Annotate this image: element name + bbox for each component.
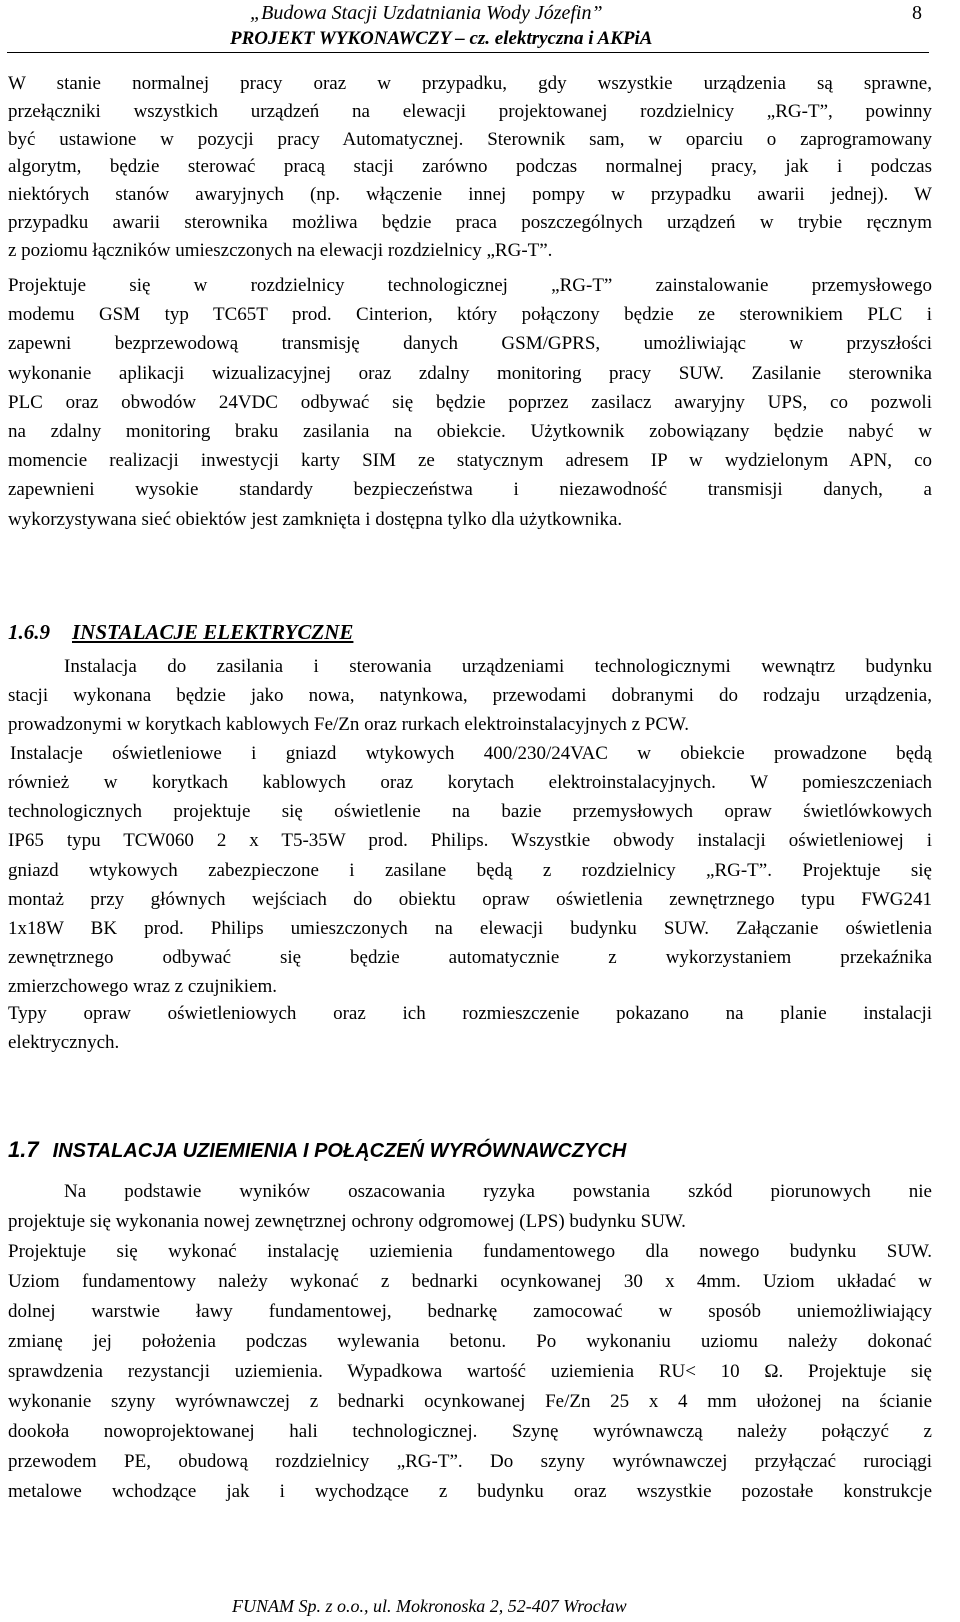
text-line: stacji wykonana będzie jako nowa, natynkowa, przewodami dobranymi do rodzaju urządzenia,	[8, 685, 932, 706]
text-line: gniazd wtykowych zabezpieczone i zasilane będą z rozdzielnicy „RG-T”. Projektuje się	[8, 859, 932, 881]
paragraph-installation-first-line	[64, 652, 932, 681]
text-line: dolnej warstwie ławy fundamentowej, bednarkę zamocować w sposób uniemożliwiający	[8, 1301, 932, 1322]
paragraph-automatic-mode	[8, 70, 932, 265]
page-header	[0, 2, 960, 52]
text-line: Projektuje się wykonać instalację uziemienia fundamentowego dla nowego budynku SUW.	[8, 1241, 932, 1262]
text-line: prowadzonymi w korytkach kablowych Fe/Zn oraz rurkach elektroinstalacyjnych z PCW.	[8, 714, 689, 736]
text-line: IP65 typu TCW060 2 x T5-35W prod. Philips. Wszystkie obwody instalacji oświetleniowej i	[8, 830, 932, 852]
text-line: zmierzchowego wraz z czujnikiem.	[8, 976, 278, 998]
text-line: PLC oraz obwodów 24VDC odbywać się będzie poprzez zasilacz awaryjny UPS, co pozwoli	[8, 391, 932, 413]
text-line: Uziom fundamentowy należy wykonać z bednarki ocynkowanej 30 x 4mm. Uziom układać w	[8, 1271, 932, 1292]
page-footer: FUNAM Sp. z o.o., ul. Mokronoska 2, 52-407 Wrocław	[232, 1596, 627, 1616]
text-line: Projektuje się w rozdzielnicy technologicznej „RG-T” zainstalowanie przemysłowego	[8, 275, 932, 296]
section-heading-1-6-9	[8, 620, 353, 645]
text-line: niektórych stanów awaryjnych (np. włączenie innej pompy w przypadku awarii jednej). W	[8, 184, 932, 206]
text-line: Instalacja do zasilania i sterowania urządzeniami technologicznymi wewnątrz budynku	[64, 656, 932, 677]
text-line: technologicznych projektuje się oświetlenie na bazie przemysłowych opraw świetlówkowych	[8, 801, 932, 823]
text-line: modemu GSM typ TC65T prod. Cinterion, który połączony będzie ze sterownikiem PLC i	[8, 304, 932, 326]
paragraph-lighting-first-line	[10, 739, 932, 768]
text-line: elektrycznych.	[8, 1032, 120, 1054]
text-line: również w korytkach kablowych oraz korytach elektroinstalacyjnych. W pomieszczeniach	[8, 772, 932, 793]
paragraph-gsm-modem	[8, 271, 932, 534]
text-line: być ustawione w pozycji pracy Automatycznej. Sterownik sam, w oparciu o zaprogramowany	[8, 128, 932, 150]
text-line: przewodem PE, obudową rozdzielnicy „RG-T”. Do szyny wyrównawczej przyłączać rurociągi	[8, 1451, 932, 1472]
text-line: metalowe wchodzące jak i wychodzące z budynku oraz wszystkie pozostałe konstrukcje	[8, 1481, 932, 1502]
text-line: sprawdzenia rezystancji uziemienia. Wypadkowa wartość uziemienia RU< 10 Ω. Projektuje się	[8, 1361, 932, 1382]
text-line: zapewni bezprzewodową transmisję danych GSM/GPRS, umożliwiając w przyszłości	[8, 333, 932, 355]
text-line: z poziomu łączników umieszczonych na elewacji rozdzielnicy „RG-T”.	[8, 239, 553, 261]
paragraph-lighting-types	[8, 999, 932, 1057]
section-number: 1.6.9	[8, 620, 50, 644]
paragraph-lighting	[8, 768, 932, 1002]
text-line: 1x18W BK prod. Philips umieszczonych na elewacji budynku SUW. Załączanie oświetlenia	[8, 918, 932, 940]
section-title: INSTALACJE ELEKTRYCZNE	[72, 620, 354, 644]
text-line: Na podstawie wyników oszacowania ryzyka powstania szkód piorunowych nie	[64, 1181, 932, 1202]
text-line: W stanie normalnej pracy oraz w przypadku, gdy wszystkie urządzenia są sprawne,	[8, 73, 932, 94]
text-line: projektuje się wykonania nowej zewnętrznej ochrony odgromowej (LPS) budynku SUW.	[8, 1211, 686, 1232]
paragraph-installation	[8, 681, 932, 739]
section-title: INSTALACJA UZIEMIENIA I POŁĄCZEŃ WYRÓWNAWCZYCH	[52, 1140, 627, 1162]
text-line: momencie realizacji inwestycji karty SIM ze statycznym adresem IP w wydzielonym APN, co	[8, 450, 932, 472]
text-line: przełączniki wszystkich urządzeń na elewacji projektowanej rozdzielnicy „RG-T”, powinny	[8, 100, 932, 122]
header-project-title: „Budowa Stacji Uzdatniania Wody Józefin”	[250, 2, 603, 24]
text-line: Typy opraw oświetleniowych oraz ich rozmieszczenie pokazano na planie instalacji	[8, 1003, 932, 1024]
page-number: 8	[912, 2, 922, 24]
text-line: zapewnieni wysokie standardy bezpieczeństwa i niezawodność transmisji danych, a	[8, 479, 932, 501]
text-line: montaż przy głównych wejściach do obiektu opraw oświetlenia zewnętrznego typu FWG241	[8, 888, 932, 910]
section-heading-1-7	[8, 1137, 626, 1163]
paragraph-lps	[8, 1207, 932, 1237]
paragraph-grounding	[8, 1237, 932, 1507]
text-line: dookoła nowoprojektowanej hali technologicznej. Szynę wyrównawczą należy połączyć z	[8, 1421, 932, 1442]
text-line: na zdalny monitoring braku zasilania na obiekcie. Użytkownik zobowiązany będzie nabyć w	[8, 421, 932, 443]
text-line: zmianę jej położenia podczas wylewania betonu. Po wykonaniu uziomu należy dokonać	[8, 1331, 932, 1352]
text-line: wykonanie szyny wyrównawczej z bednarki ocynkowanej Fe/Zn 25 x 4 mm ułożonej na ścianie	[8, 1391, 932, 1412]
header-project-subtitle: PROJEKT WYKONAWCZY – cz. elektryczna i AKPiA	[230, 28, 653, 49]
text-line: wykorzystywana sieć obiektów jest zamknięta i dostępna tylko dla użytkownika.	[8, 508, 623, 530]
text-line: algorytm, będzie sterować pracą stacji zarówno podczas normalnej pracy, jak i podczas	[8, 156, 932, 178]
text-line: przypadku awarii sterownika możliwa będzie praca poszczególnych urządzeń w trybie ręcznym	[8, 211, 932, 233]
paragraph-lps-first-line	[64, 1177, 932, 1207]
header-divider	[7, 52, 929, 53]
text-line: zewnętrznego odbywać się będzie automatycznie z wykorzystaniem przekaźnika	[8, 947, 932, 969]
text-line: wykonanie aplikacji wizualizacyjnej oraz zdalny monitoring pracy SUW. Zasilanie sterownika	[8, 362, 932, 384]
section-number: 1.7	[8, 1137, 39, 1162]
text-line: Instalacje oświetleniowe i gniazd wtykowych 400/230/24VAC w obiekcie prowadzone będą	[10, 743, 932, 764]
